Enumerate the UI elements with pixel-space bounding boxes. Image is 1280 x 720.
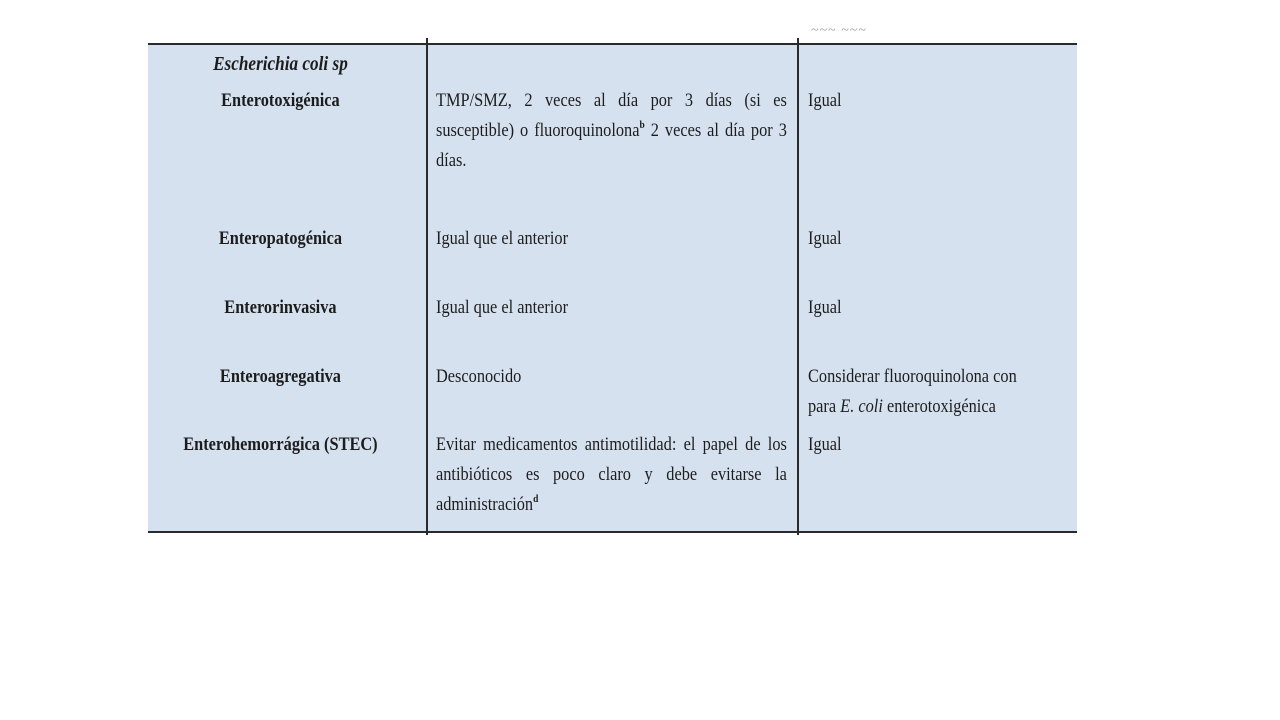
treatment-text: Evitar medicamentos antimotilidad: el papel de los antibióticos es poco claro y debe evitarse la administración [436,434,787,515]
row-alternative-enteropatogenica: Igual [808,228,842,249]
row-alternative-enterohemorragica: Igual [808,434,842,455]
row-name-enteropatogenica: Enteropatogénica [218,228,343,249]
row-treatment-enterorinvasiva: Igual que el anterior [436,297,569,318]
column-divider-2 [797,38,799,535]
row-alternative-enterorinvasiva: Igual [808,297,842,318]
genus-heading: Escherichia coli sp [213,53,348,75]
table-bottom-rule [148,531,1077,533]
column-divider-1 [426,38,428,535]
row-treatment-enterohemorragica [436,430,787,520]
row-treatment-enterotoxigenica [436,86,787,176]
alternative-line-1: Considerar fluoroquinolona con [808,366,1017,387]
treatment-text-tail: 2 veces al día por 3 días. [436,120,787,171]
row-alternative-enterotoxigenica: Igual [808,90,842,111]
alternative-line-2 [808,392,1077,422]
cut-off-text-fragment: ~~~ ~~~ [811,24,867,38]
table-top-rule [148,43,1077,45]
treatment-table [148,0,1077,535]
alternative-line-2-italic: E. coli [840,396,883,417]
row-name-enterorinvasiva: Enterorinvasiva [224,297,337,318]
alternative-line-2-post: enterotoxigénica [882,396,996,417]
alternative-line-2-pre: para [808,396,841,417]
row-name-enterotoxigenica: Enterotoxigénica [221,90,340,111]
footnote-marker-d: d [533,493,539,505]
row-alternative-enteroagregativa [808,362,1077,422]
row-treatment-enteropatogenica: Igual que el anterior [436,228,569,249]
treatment-text: TMP/SMZ, 2 veces al día por 3 días (si es susceptible) o fluoroquinolona [436,90,787,141]
row-treatment-enteroagregativa: Desconocido [436,366,522,387]
row-name-enterohemorragica: Enterohemorrágica (STEC) [183,434,378,455]
footnote-marker-b: b [639,119,645,131]
row-name-enteroagregativa: Enteroagregativa [219,366,341,387]
